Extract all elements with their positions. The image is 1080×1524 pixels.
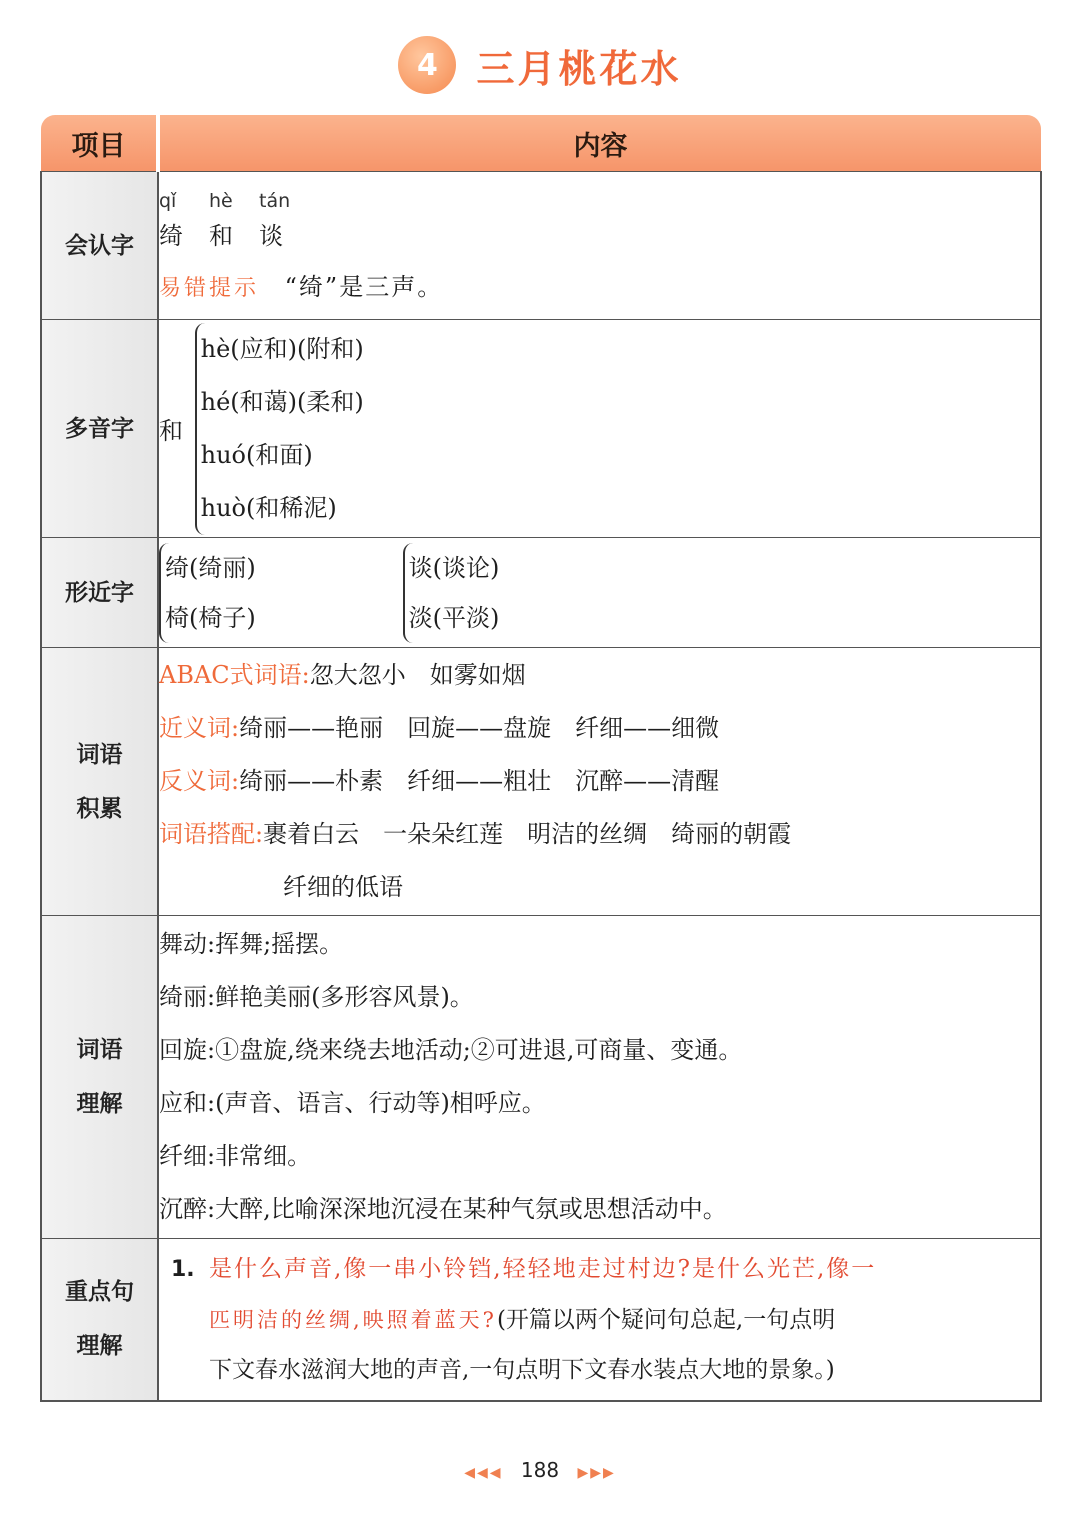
definition-chenzui: 沉醉:大醉,比喻深深地沉浸在某种气氛或思想活动中。 <box>159 1195 727 1223</box>
label-word-understanding-line1: 词语 <box>76 1037 123 1063</box>
label-word-accumulation <box>41 648 158 916</box>
lesson-title <box>0 30 1080 100</box>
header-content: 内容 <box>158 115 1041 172</box>
similar-2b: 淡(平淡) <box>408 603 500 632</box>
abac-line <box>159 649 1040 702</box>
tip-label: 易错提示 <box>159 275 260 301</box>
pinyin-line <box>159 176 1040 214</box>
explain-part-1: (开篇以两个疑问句总起,一句点明 <box>496 1306 836 1333</box>
similar-2a: 谈(谈论) <box>408 553 500 582</box>
sentence-part-1: 是什么声音,像一串小铃铛,轻轻地走过村边?是什么光芒,像一 <box>209 1255 877 1282</box>
row-word-accumulation <box>41 648 1041 916</box>
abac-text: 忽大忽小 如雾如烟 <box>309 661 526 689</box>
label-similar-chars: 形近字 <box>41 538 158 648</box>
definition-qili: 绮丽:鲜艳美丽(多形容风景)。 <box>159 983 474 1011</box>
header-item: 项目 <box>41 115 158 172</box>
label-key-sentence <box>41 1239 158 1401</box>
synonym-text: 绮丽——艳丽 回旋——盘旋 纤细——细微 <box>239 714 720 742</box>
reading-he4: hè(应和)(附和) <box>200 334 364 363</box>
content-similar-chars <box>158 538 1041 648</box>
reading-he2: hé(和蔼)(柔和) <box>200 387 364 416</box>
content-key-sentence <box>158 1239 1041 1401</box>
collocation-line-2: 纤细的低语 <box>283 873 403 901</box>
antonym-label: 反义词: <box>159 767 240 795</box>
sentence-line-1 <box>171 1243 1040 1294</box>
label-word-understanding-line2: 理解 <box>76 1091 123 1117</box>
page-footer <box>0 1458 1080 1482</box>
definition-wudong: 舞动:挥舞;摇摆。 <box>159 930 344 958</box>
row-polyphonic <box>41 320 1041 538</box>
content-recognize-chars <box>158 172 1041 320</box>
explain-part-2: 下文春水滋润大地的声音,一句点明下文春水装点大地的景象。) <box>209 1356 835 1383</box>
definition-yinghe: 应和:(声音、语言、行动等)相呼应。 <box>159 1089 546 1117</box>
readings-brace <box>195 323 364 535</box>
tip-line <box>159 258 1040 316</box>
similar-1a: 绮(绮丽) <box>165 553 256 582</box>
study-table <box>40 115 1042 1402</box>
collocation-text: 裹着白云 一朵朵红莲 明洁的丝绸 绮丽的朝霞 <box>263 820 792 848</box>
content-word-accumulation <box>158 648 1041 916</box>
antonym-text: 绮丽——朴素 纤细——粗壮 沉醉——清醒 <box>239 767 720 795</box>
definition-xianxi: 纤细:非常细。 <box>159 1142 312 1170</box>
next-arrows-icon: ▶▶▶ <box>577 1465 616 1481</box>
row-similar-chars <box>41 538 1041 648</box>
label-polyphonic: 多音字 <box>41 320 158 538</box>
label-word-understanding <box>41 916 158 1239</box>
similar-group-2 <box>403 543 639 643</box>
antonym-line <box>159 755 1040 808</box>
tip-text: “绮”是三声。 <box>284 272 444 301</box>
collocation-label: 词语搭配: <box>159 820 264 848</box>
row-word-understanding <box>41 916 1041 1239</box>
char-tan: 谈 <box>259 221 283 250</box>
pinyin-qi: qǐ <box>159 189 177 212</box>
lesson-title-text: 三月桃花水 <box>476 46 682 91</box>
label-recognize-chars: 会认字 <box>41 172 158 320</box>
table-header <box>41 115 1041 172</box>
sentence-part-2: 匹明洁的丝绸,映照着蓝天? <box>209 1307 497 1332</box>
sentence-number: 1. <box>171 1256 195 1282</box>
pinyin-he: hè <box>209 189 233 212</box>
polyphonic-char: 和 <box>159 417 183 445</box>
collocation-line <box>159 808 1040 861</box>
reading-huo4: huò(和稀泥) <box>200 493 337 522</box>
label-key-sentence-line1: 重点句 <box>65 1279 134 1306</box>
char-he: 和 <box>209 221 233 250</box>
page-number: 188 <box>520 1458 560 1482</box>
pinyin-tan: tán <box>259 189 291 212</box>
abac-label: ABAC式词语: <box>159 661 310 689</box>
similar-1b: 椅(椅子) <box>165 603 256 632</box>
label-key-sentence-line2: 理解 <box>76 1333 123 1360</box>
similar-group-1 <box>159 543 395 643</box>
synonym-line <box>159 702 1040 755</box>
chars-line <box>159 214 1040 258</box>
content-word-understanding <box>158 916 1041 1239</box>
label-word-accumulation-line2: 积累 <box>76 795 123 822</box>
row-recognize-chars <box>41 172 1041 320</box>
lesson-number-badge: 4 <box>398 36 456 94</box>
prev-arrows-icon: ◀◀◀ <box>464 1465 503 1481</box>
content-polyphonic <box>158 320 1041 538</box>
synonym-label: 近义词: <box>159 714 240 742</box>
label-word-accumulation-line1: 词语 <box>76 741 123 768</box>
row-key-sentence <box>41 1239 1041 1401</box>
char-qi: 绮 <box>159 221 183 250</box>
sentence-line-2 <box>171 1294 1040 1345</box>
reading-huo2: huó(和面) <box>200 440 313 469</box>
definition-huixuan: 回旋:①盘旋,绕来绕去地活动;②可进退,可商量、变通。 <box>159 1036 743 1064</box>
